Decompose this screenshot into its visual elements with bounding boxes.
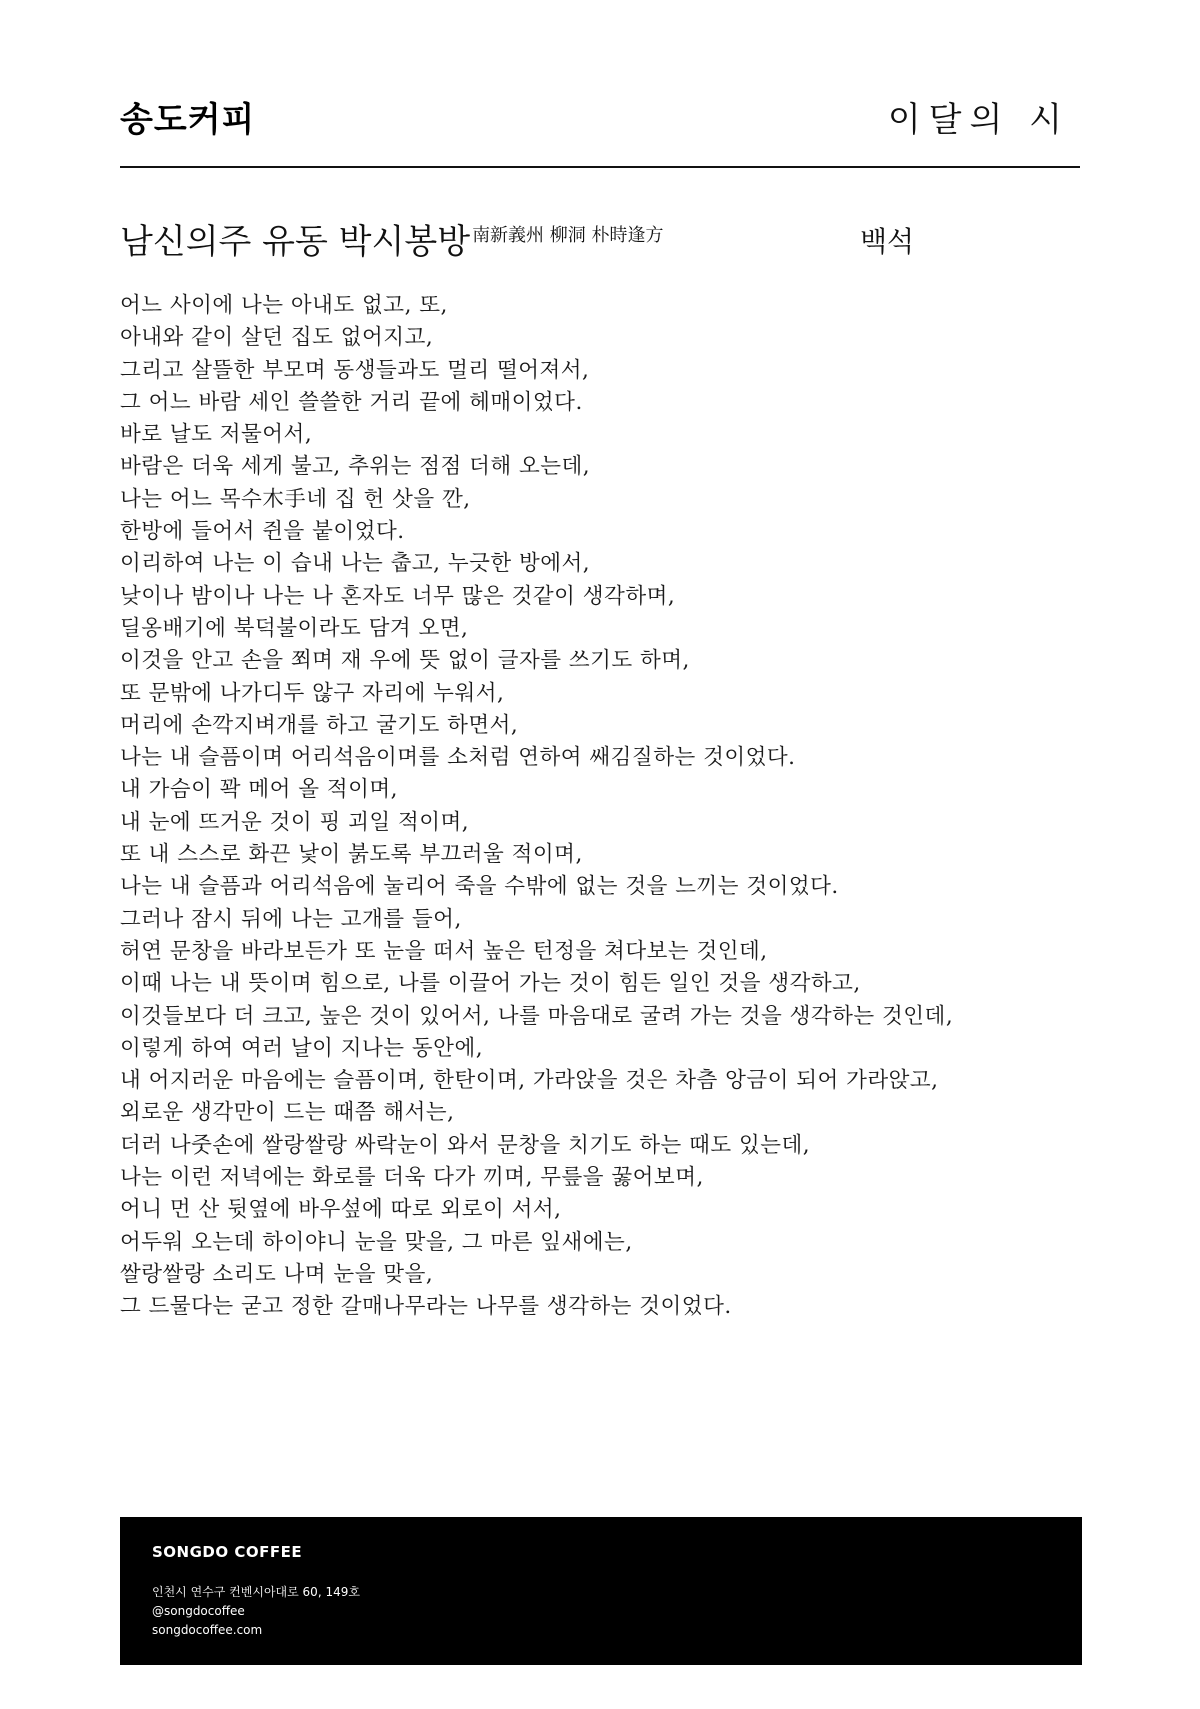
poem-line: 그리고 살뜰한 부모며 동생들과도 멀리 떨어져서, — [120, 357, 590, 383]
poem-line: 이때 나는 내 뜻이며 힘으로, 나를 이끌어 가는 것이 힘든 일인 것을 생각하고, — [120, 971, 861, 997]
poem-line: 이것들보다 더 크고, 높은 것이 있어서, 나를 마음대로 굴려 가는 것을 생각하는 것인데, — [120, 1003, 954, 1029]
footer-website: songdocoffee.com — [152, 1623, 263, 1637]
poem-line: 또 내 스스로 화끈 낯이 붉도록 부끄러울 적이며, — [120, 842, 583, 868]
poem-line: 그러나 잠시 뒤에 나는 고개를 들어, — [120, 906, 462, 932]
poem-line: 내 눈에 뜨거운 것이 핑 괴일 적이며, — [120, 809, 470, 835]
poem-line: 바로 날도 저물어서, — [120, 422, 313, 448]
poem-title-text: 남신의주 유동 박시봉방 — [120, 222, 471, 262]
footer-brand: SONGDO COFFEE — [152, 1543, 303, 1561]
poem-line: 내 가슴이 꽉 메어 올 적이며, — [120, 777, 398, 803]
poem-line: 아내와 같이 살던 집도 없어지고, — [120, 325, 434, 351]
poem-line: 어니 먼 산 뒷옆에 바우섶에 따로 외로이 서서, — [120, 1197, 562, 1223]
poem-line: 나는 내 슬픔이며 어리석음이며를 소처럼 연하여 쌔김질하는 것이었다. — [120, 745, 796, 771]
poem-line: 쌀랑쌀랑 소리도 나며 눈을 맞을, — [120, 1261, 434, 1287]
poem-title-row — [120, 214, 1080, 264]
poem-line: 낮이나 밤이나 나는 나 혼자도 너무 많은 것같이 생각하며, — [120, 583, 676, 609]
poem-line: 그 어느 바람 세인 쓸쓸한 거리 끝에 헤매이었다. — [120, 389, 583, 415]
poem-line: 내 어지러운 마음에는 슬픔이며, 한탄이며, 가라앉을 것은 차츰 앙금이 되어 가라앉고, — [120, 1068, 939, 1094]
section-title: 이달의 시 — [887, 100, 1070, 140]
poem-author: 백석 — [860, 225, 915, 258]
poem-line: 나는 어느 목수木手네 집 헌 삿을 깐, — [120, 486, 471, 512]
poem-line: 나는 내 슬픔과 어리석음에 눌리어 죽을 수밖에 없는 것을 느끼는 것이었다. — [120, 874, 839, 900]
footer-address: 인천시 연수구 컨벤시아대로 60, 149호 — [152, 1585, 360, 1599]
poem-line: 허연 문창을 바라보든가 또 눈을 떠서 높은 턴정을 쳐다보는 것인데, — [120, 938, 768, 964]
poem-line: 더러 나줏손에 쌀랑쌀랑 싸락눈이 와서 문창을 치기도 하는 때도 있는데, — [120, 1132, 811, 1158]
footer — [120, 1517, 1082, 1665]
poem-line: 이리하여 나는 이 습내 나는 춥고, 누긋한 방에서, — [120, 551, 591, 577]
poem-line: 그 드물다는 굳고 정한 갈매나무라는 나무를 생각하는 것이었다. — [120, 1294, 732, 1320]
poem-line: 딜옹배기에 북덕불이라도 담겨 오면, — [120, 615, 469, 641]
poem-title-hanja: 南新義州 柳洞 朴時逢方 — [472, 225, 664, 246]
header — [120, 86, 1080, 168]
poem-line: 어느 사이에 나는 아내도 없고, 또, — [120, 293, 448, 318]
poem-line: 한방에 들어서 쥔을 붙이었다. — [120, 519, 405, 545]
footer-instagram: @songdocoffee — [152, 1604, 245, 1618]
brand-name: 송도커피 — [120, 100, 256, 140]
poem-line: 머리에 손깍지벼개를 하고 굴기도 하면서, — [120, 712, 519, 738]
poem-line: 나는 이런 저녁에는 화로를 더욱 다가 끼며, 무릎을 꿇어보며, — [120, 1165, 704, 1191]
poem-line: 외로운 생각만이 드는 때쯤 해서는, — [120, 1100, 455, 1126]
poem-line: 이것을 안고 손을 쬐며 재 우에 뜻 없이 글자를 쓰기도 하며, — [120, 648, 690, 674]
poem-body — [120, 290, 1080, 1324]
poem-line: 바람은 더욱 세게 불고, 추위는 점점 더해 오는데, — [120, 454, 591, 480]
footer-contact — [152, 1583, 360, 1640]
poem-line: 또 문밖에 나가디두 않구 자리에 누워서, — [120, 680, 505, 706]
poem-line: 어두워 오는데 하이야니 눈을 맞을, 그 마른 잎새에는, — [120, 1229, 633, 1255]
poem-line: 이렇게 하여 여러 날이 지나는 동안에, — [120, 1035, 484, 1061]
poem-title — [120, 214, 664, 263]
